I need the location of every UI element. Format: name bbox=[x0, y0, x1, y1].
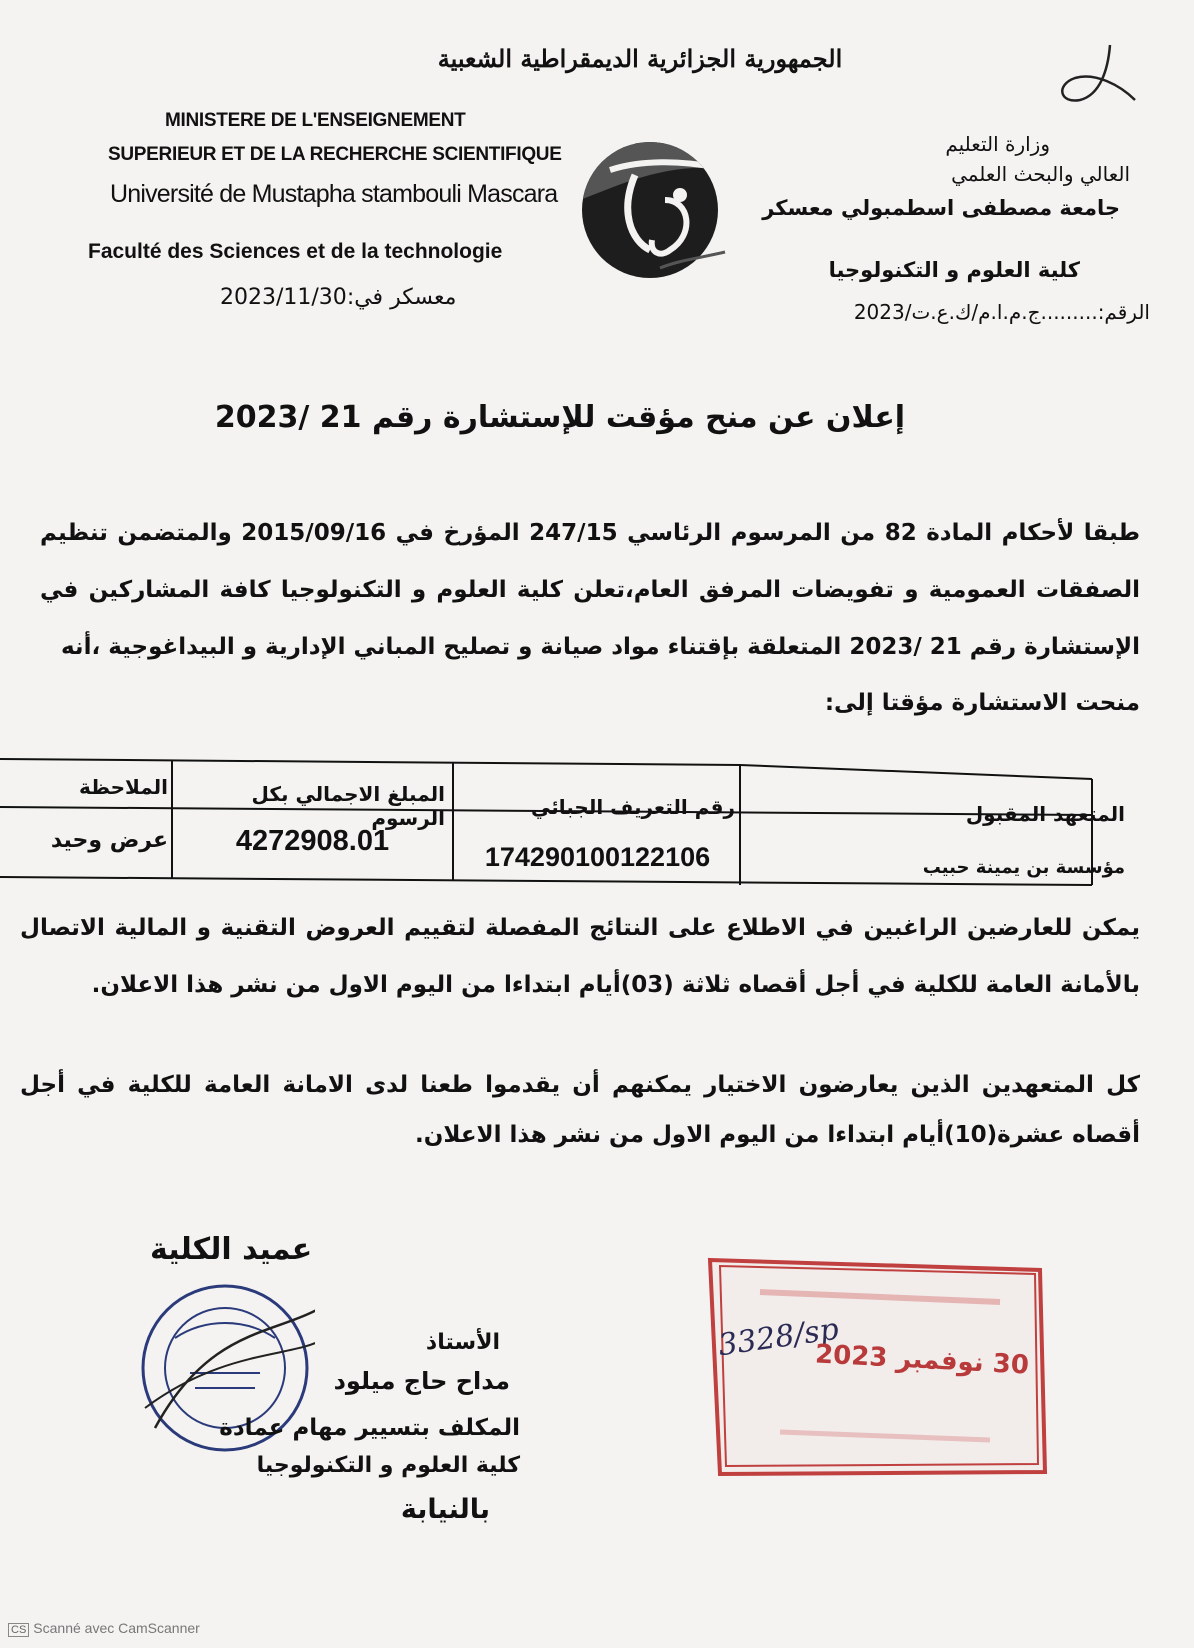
page-title: إعلان عن منح مؤقت للإستشارة رقم 21 /2023 bbox=[214, 400, 906, 435]
ministry-ar-line-2: العالي والبحث العلمي bbox=[951, 162, 1130, 186]
body-paragraph: طبقا لأحكام المادة 82 من المرسوم الرئاسي 247/15 المؤرخ في 2015/09/16 والمتضمن تنظيم الصفقات العمومية و تفويضات المرفق العام،تعلن كلية العلوم و التكنولوجيا كافة المشاركين في الإستشارة رقم 21 /2023 المتعلقة بإقتناء مواد صيانة و تصليح المباني الإدارية و البيداغوجية ،أنه bbox=[40, 520, 1140, 660]
scanner-footer bbox=[8, 1620, 200, 1637]
signatory-role: المكلف بتسيير مهام عمادة bbox=[219, 1415, 520, 1441]
header-bidder: المتعهد المقبول bbox=[965, 802, 1125, 826]
faculty-fr: Faculté des Sciences et de la technologie bbox=[88, 240, 503, 263]
header-amount: المبلغ الاجمالي بكل الرسوم bbox=[251, 782, 445, 830]
signatory-title: الأستاذ bbox=[425, 1330, 500, 1355]
signatory-faculty: كلية العلوم و التكنولوجيا bbox=[256, 1453, 520, 1478]
header-tax-id: رقم التعريف الجبائي bbox=[530, 795, 735, 819]
notice-paragraph-3: كل المتعهدين الذين يعارضون الاختيار يمكنهم أن يقدموا طعنا لدى الامانة العامة للكلية في أجل أقصاه عشرة(10)أيام ابتداءا من اليوم الاول من نشر هذا الاعلان. bbox=[20, 1072, 1140, 1148]
document-date: معسكر في:2023/11/30 bbox=[220, 285, 457, 310]
camscanner-icon: CS bbox=[8, 1623, 29, 1637]
faculty-ar: كلية العلوم و التكنولوجيا bbox=[828, 258, 1080, 282]
ministry-fr-line-1: MINISTERE DE L'ENSEIGNEMENT bbox=[165, 110, 466, 131]
cell-note: عرض وحيد bbox=[50, 828, 168, 853]
notice-paragraph-2: يمكن للعارضين الراغبين في الاطلاع على النتائج المفصلة لتقييم العروض التقنية و المالية الاتصال بالأمانة العامة للكلية في أجل أقصاه ثلاثة (03)أيام ابتداءا من اليوم الاول من نشر هذا الاعلان. bbox=[20, 915, 1140, 998]
cell-bidder: مؤسسة بن يمينة حبيب bbox=[922, 857, 1125, 878]
signatory-interim: بالنيابة bbox=[400, 1494, 490, 1525]
cell-amount: 4272908.01 bbox=[235, 825, 390, 857]
ministry-ar-line-1: وزارة التعليم bbox=[945, 132, 1050, 156]
body-paragraph-end: منحت الاستشارة مؤقتا إلى: bbox=[824, 690, 1140, 716]
signatory-name: مداح حاج ميلود bbox=[333, 1367, 510, 1395]
ministry-fr-line-2: SUPERIEUR ET DE LA RECHERCHE SCIENTIFIQUE bbox=[108, 144, 562, 165]
republic-header: الجمهورية الجزائرية الديمقراطية الشعبية bbox=[437, 44, 843, 73]
handwritten-mark-icon bbox=[1050, 40, 1140, 120]
dean-title: عميد الكلية bbox=[150, 1232, 313, 1267]
cell-tax-id: 174290100122106 bbox=[484, 842, 711, 872]
header-note: الملاحظة bbox=[79, 775, 168, 799]
university-fr: Université de Mustapha stambouli Mascara bbox=[110, 180, 558, 208]
stamp-number: 3328/sp bbox=[716, 1311, 841, 1364]
scanner-footer-text: Scanné avec CamScanner bbox=[33, 1620, 200, 1636]
university-logo-icon bbox=[580, 140, 730, 280]
reference-number: الرقم:.........ج.م.ا.م/ك.ع.ت/2023 bbox=[853, 300, 1150, 324]
university-ar: جامعة مصطفى اسطمبولي معسكر bbox=[762, 196, 1120, 220]
stamp-date: 30 نوفمبر 2023 bbox=[814, 1339, 1030, 1381]
